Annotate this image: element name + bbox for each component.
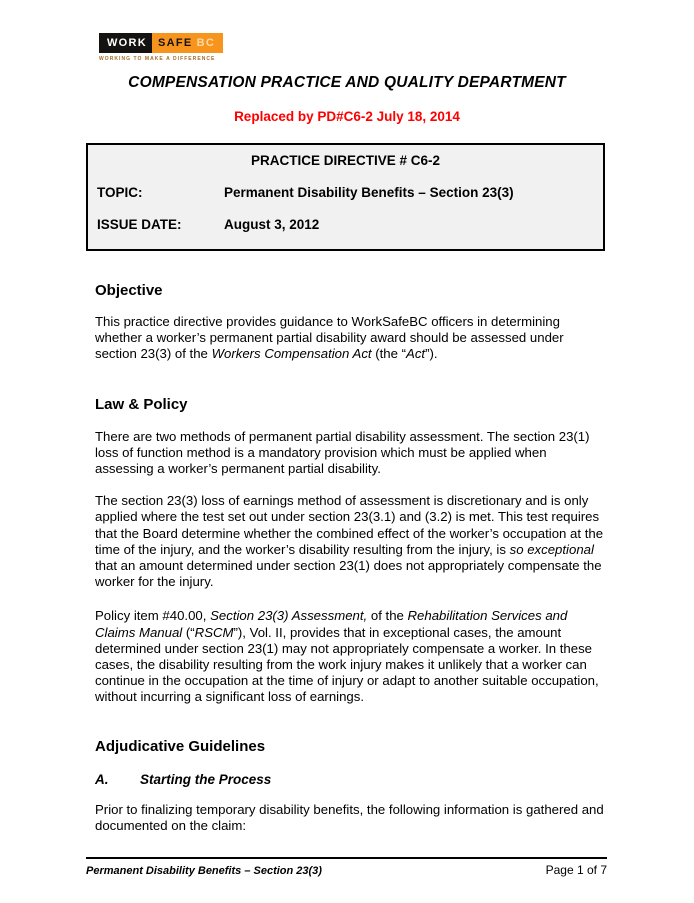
page-footer [86, 857, 607, 877]
objective-paragraph: This practice directive provides guidance to WorkSafeBC officers in determining whether a worker’s permanent partial disability award should be assessed under section 23(3) of the Workers Compensation Act (the “Act”). [95, 314, 564, 362]
law-policy-paragraph-1: There are two methods of permanent partial disability assessment. The section 23(1) loss of function method is a mandatory provision which must be applied when assessing a worker’s permanent partial disability. [95, 428, 590, 477]
topic-value: Permanent Disability Benefits – Section 23(3) [224, 185, 514, 200]
replaced-notice: Replaced by PD#C6-2 July 18, 2014 [234, 109, 460, 124]
logo-safe-text: SAFE [158, 37, 193, 49]
law-policy-paragraph-2: The section 23(3) loss of earnings method of assessment is discretionary and is only applied where the test set out under section 23(3.1) and (3.2) is met. This test requires that the Board determine whether the combined effect of the worker’s occupation at the time of the injury, and the worker’s disability resulting from the injury, is so exceptional that an amount determined under section 23(1) does not appropriately compensate the worker for the injury. [95, 493, 604, 590]
subsection-a-heading [95, 772, 605, 787]
subsection-title: Starting the Process [140, 771, 272, 787]
footer-page-number: Page 1 of 7 [545, 863, 607, 877]
logo-safebc-segment [152, 33, 223, 53]
logo-bc-text: BC [196, 37, 216, 49]
topic-label: TOPIC: [97, 185, 143, 200]
directive-box-title: PRACTICE DIRECTIVE # C6-2 [250, 153, 441, 168]
document-body [95, 282, 605, 834]
practice-directive-box [86, 143, 605, 251]
logo-tagline: WORKING TO MAKE A DIFFERENCE [99, 56, 216, 62]
footer-document-title: Permanent Disability Benefits – Section 23(3) [86, 865, 322, 877]
worksafebc-logo [99, 33, 694, 62]
adjudicative-guidelines-heading: Adjudicative Guidelines [95, 737, 266, 755]
issue-date-label: ISSUE DATE: [97, 217, 182, 232]
directive-issue-date-row [97, 217, 594, 232]
law-policy-heading: Law & Policy [95, 395, 188, 413]
issue-date-value: August 3, 2012 [224, 217, 320, 232]
logo-work-segment: WORK [99, 33, 152, 53]
subsection-letter: A. [95, 771, 109, 787]
law-policy-paragraph-3: Policy item #40.00, Section 23(3) Assessment, of the Rehabilitation Services and Claims Manual (“RSCM”), Vol. II, provides that in exceptional cases, the amount determined under section 23(1) may not appropriately compensate a worker. In these cases, the disability resulting from the work injury makes it unlikely that a worker can continue in the occupation at the time of injury or adapt to another suitable occupation, without incurring a significant loss of earnings. [95, 608, 599, 705]
objective-heading: Objective [95, 282, 163, 299]
department-title: COMPENSATION PRACTICE AND QUALITY DEPARTMENT [128, 74, 566, 91]
worksafebc-logo-bar [99, 33, 223, 53]
adjudicative-paragraph: Prior to finalizing temporary disability benefits, the following information is gathered and documented on the claim: [95, 801, 604, 833]
directive-topic-row [97, 185, 594, 200]
